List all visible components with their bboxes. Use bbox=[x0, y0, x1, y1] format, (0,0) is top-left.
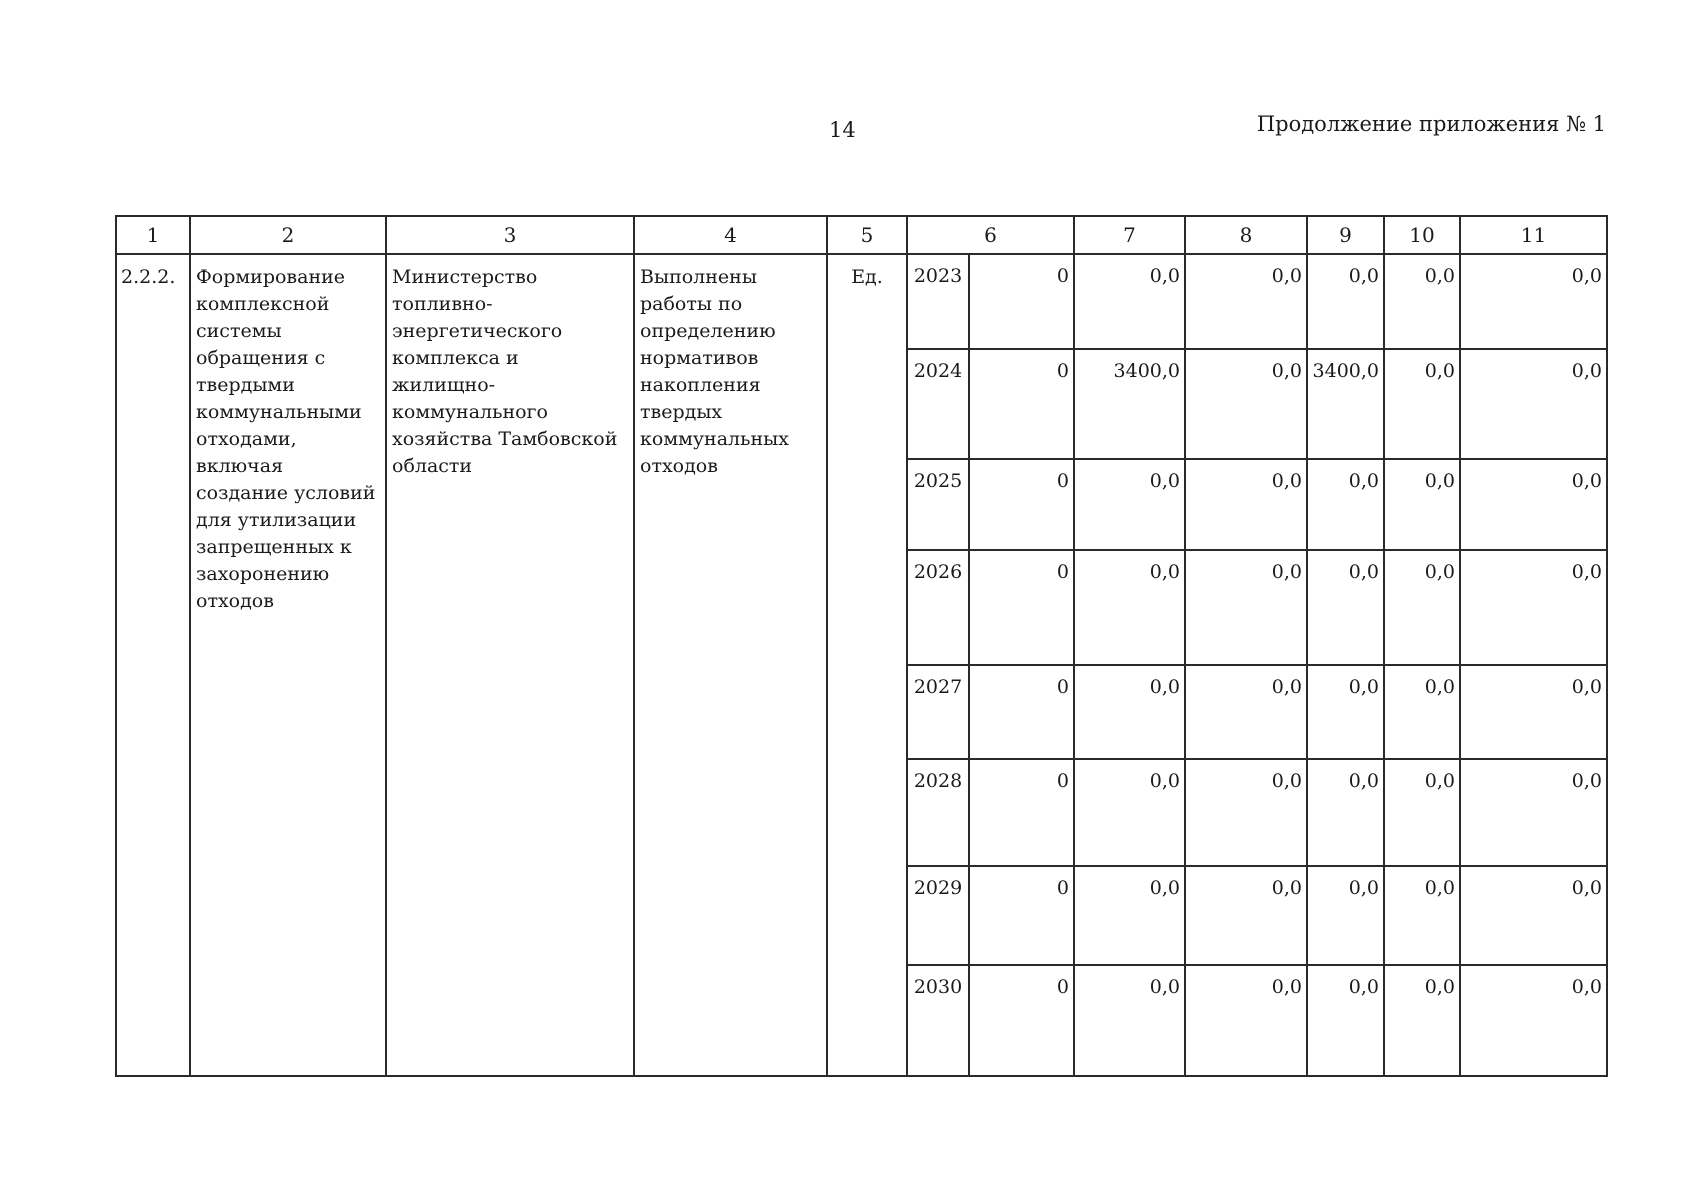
column-header-4: 4 bbox=[634, 216, 827, 254]
value-col-8: 0,0 bbox=[1185, 965, 1307, 1076]
value-col-11: 0,0 bbox=[1460, 759, 1607, 866]
value-col-8: 0,0 bbox=[1185, 759, 1307, 866]
value-col-7: 0,0 bbox=[1074, 665, 1185, 759]
value-col-10: 0,0 bbox=[1384, 965, 1460, 1076]
value-col-10: 0,0 bbox=[1384, 550, 1460, 665]
value-col-11: 0,0 bbox=[1460, 665, 1607, 759]
value-col-11: 0,0 bbox=[1460, 254, 1607, 349]
year-cell: 2030 bbox=[907, 965, 969, 1076]
measure-name: Формирование комплексной системы обращения с твердыми коммунальными отходами, включая создание условий для утилизации запрещенных к захоронению отходов bbox=[190, 254, 386, 1076]
responsible-executor: Министерство топливно-энергетического комплекса и жилищно-коммунального хозяйства Тамбовской области bbox=[386, 254, 634, 1076]
value-col-7: 0,0 bbox=[1074, 866, 1185, 965]
value-col-7: 0,0 bbox=[1074, 459, 1185, 550]
value-col-10: 0,0 bbox=[1384, 866, 1460, 965]
value-col-7: 0,0 bbox=[1074, 759, 1185, 866]
column-header-9: 9 bbox=[1307, 216, 1384, 254]
value-col-10: 0,0 bbox=[1384, 254, 1460, 349]
program-table bbox=[115, 215, 1608, 1077]
value-col-9: 0,0 bbox=[1307, 965, 1384, 1076]
value-col-7: 0,0 bbox=[1074, 550, 1185, 665]
column-header-2: 2 bbox=[190, 216, 386, 254]
value-col-9: 0,0 bbox=[1307, 759, 1384, 866]
year-cell: 2027 bbox=[907, 665, 969, 759]
column-header-8: 8 bbox=[1185, 216, 1307, 254]
value-col-7: 0,0 bbox=[1074, 965, 1185, 1076]
year-cell: 2024 bbox=[907, 349, 969, 459]
value-col-10: 0,0 bbox=[1384, 759, 1460, 866]
value-col-8: 0,0 bbox=[1185, 550, 1307, 665]
value-col-8: 0,0 bbox=[1185, 349, 1307, 459]
value-col-6: 0 bbox=[969, 759, 1074, 866]
unit-of-measure: Ед. bbox=[827, 254, 907, 1076]
expected-result: Выполнены работы по определению нормативов накопления твердых коммунальных отходов bbox=[634, 254, 827, 1076]
value-col-6: 0 bbox=[969, 459, 1074, 550]
column-header-1: 1 bbox=[116, 216, 190, 254]
column-header-11: 11 bbox=[1460, 216, 1607, 254]
value-col-8: 0,0 bbox=[1185, 459, 1307, 550]
year-cell: 2026 bbox=[907, 550, 969, 665]
value-col-10: 0,0 bbox=[1384, 349, 1460, 459]
value-col-7: 3400,0 bbox=[1074, 349, 1185, 459]
column-header-10: 10 bbox=[1384, 216, 1460, 254]
value-col-9: 3400,0 bbox=[1307, 349, 1384, 459]
appendix-note: Продолжение приложения № 1 bbox=[1256, 112, 1606, 136]
value-col-6: 0 bbox=[969, 254, 1074, 349]
table-row bbox=[116, 254, 1607, 349]
value-col-11: 0,0 bbox=[1460, 866, 1607, 965]
year-cell: 2023 bbox=[907, 254, 969, 349]
value-col-6: 0 bbox=[969, 665, 1074, 759]
year-cell: 2028 bbox=[907, 759, 969, 866]
value-col-9: 0,0 bbox=[1307, 866, 1384, 965]
value-col-8: 0,0 bbox=[1185, 866, 1307, 965]
value-col-6: 0 bbox=[969, 866, 1074, 965]
value-col-9: 0,0 bbox=[1307, 459, 1384, 550]
value-col-7: 0,0 bbox=[1074, 254, 1185, 349]
value-col-8: 0,0 bbox=[1185, 254, 1307, 349]
value-col-10: 0,0 bbox=[1384, 665, 1460, 759]
value-col-11: 0,0 bbox=[1460, 459, 1607, 550]
column-header-6: 6 bbox=[907, 216, 1074, 254]
value-col-9: 0,0 bbox=[1307, 550, 1384, 665]
value-col-6: 0 bbox=[969, 349, 1074, 459]
year-cell: 2029 bbox=[907, 866, 969, 965]
column-header-5: 5 bbox=[827, 216, 907, 254]
value-col-9: 0,0 bbox=[1307, 254, 1384, 349]
value-col-11: 0,0 bbox=[1460, 349, 1607, 459]
value-col-8: 0,0 bbox=[1185, 665, 1307, 759]
value-col-10: 0,0 bbox=[1384, 459, 1460, 550]
column-number-row bbox=[116, 216, 1607, 254]
column-header-3: 3 bbox=[386, 216, 634, 254]
value-col-11: 0,0 bbox=[1460, 550, 1607, 665]
value-col-6: 0 bbox=[969, 550, 1074, 665]
value-col-9: 0,0 bbox=[1307, 665, 1384, 759]
page-number: 14 bbox=[829, 118, 856, 142]
value-col-6: 0 bbox=[969, 965, 1074, 1076]
column-header-7: 7 bbox=[1074, 216, 1185, 254]
row-code: 2.2.2. bbox=[116, 254, 190, 1076]
year-cell: 2025 bbox=[907, 459, 969, 550]
value-col-11: 0,0 bbox=[1460, 965, 1607, 1076]
